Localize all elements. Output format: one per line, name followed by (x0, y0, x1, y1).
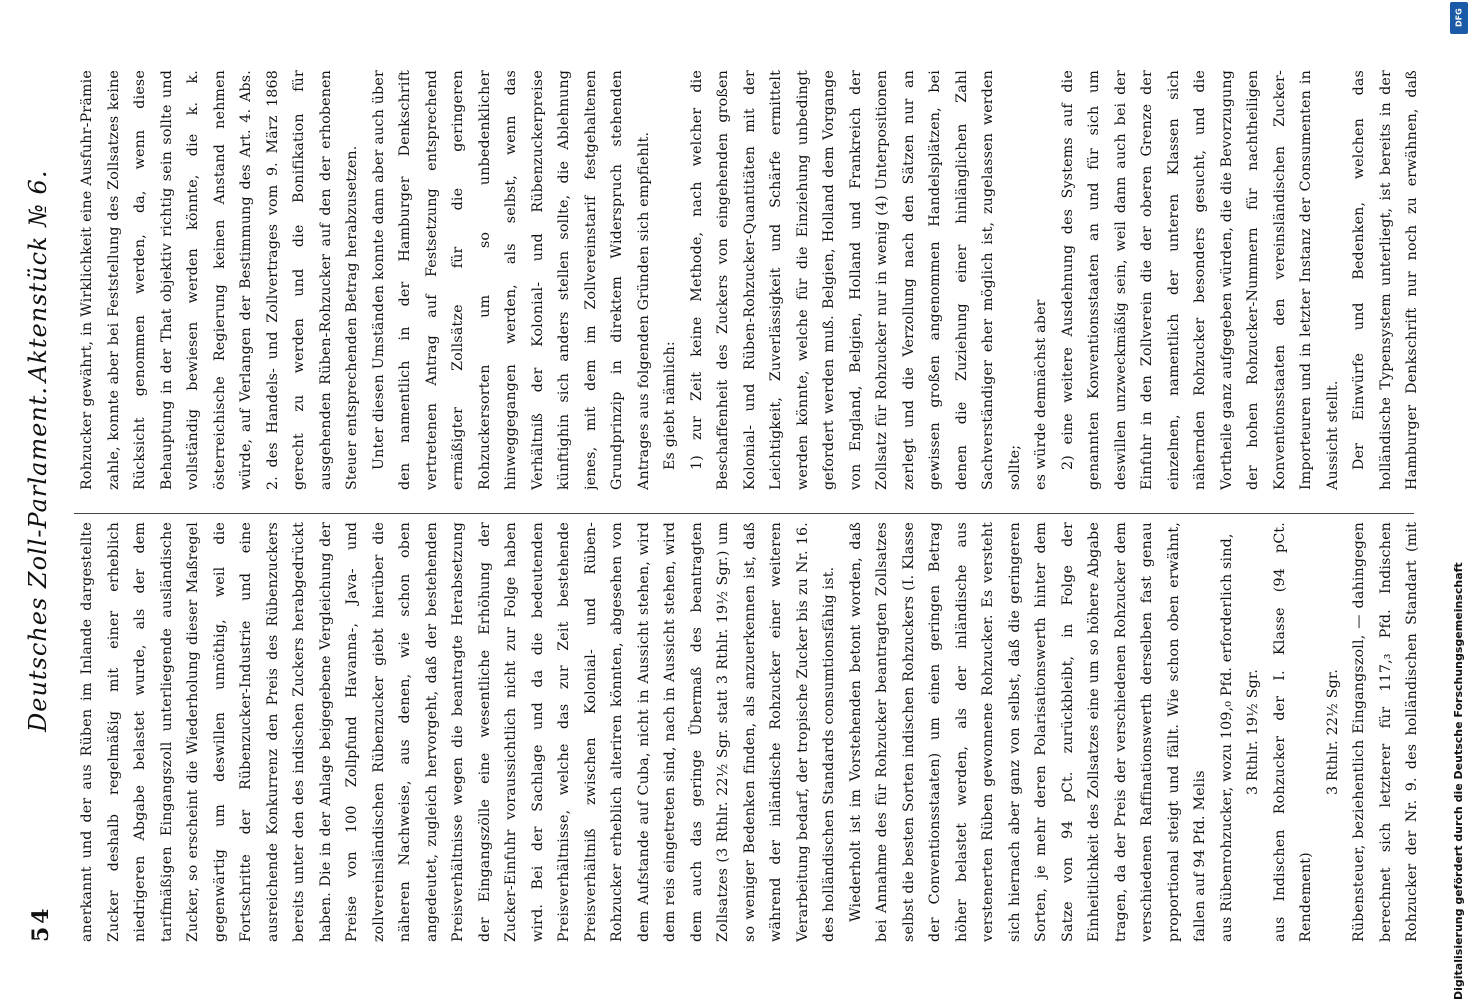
amount-line: 3 Rthlr. 19½ Sgr. (1245, 668, 1261, 796)
paragraph: Rübensteuer, beziehentlich Eingangszoll, — dahingegen berechnet sich letzterer für 117,₃ Pfd. Indischen Rohzucker der Nr. 9. des holländischen Standart (mit (1351, 522, 1420, 942)
paragraph: Wiederholt ist im Vorstehenden betont worden, daß bei Annahme des für Rohzucker beantragten Zollsatzes selbst die besten Sorten indischen Rohzuckers (I. Klasse der Conventionsstaaten) um einen geringen Betrag höher belastet werden, als der inländische aus verstenerten Rüben gewonnene Rohzucker. Es versteht sich hiernach aber ganz von selbst, daß die geringeren Sorten, je mehr deren Polarisationswerth hinter dem Satze von 94 pCt. zurückbleibt, in Folge der Einheitlichkeit des Zollsatzes eine um so höhere Abgabe tragen, da der Preis der verschiedenen Rohzucker dem verschiedenen Raffinationswerth derselben fast genau proportional steigt und fällt. Wie schon oben erwähnt, fallen auf 94 Pfd. Melis (847, 522, 1208, 942)
paragraph: aus Rübenrohzucker, wozu 109,₀ Pfd. erforderlich sind, (1218, 533, 1235, 942)
document-reference: Aktenstück № 6. (24, 169, 52, 382)
right-column (74, 70, 1424, 490)
running-title: Deutsches Zoll-Parlament. (24, 385, 52, 732)
paragraph: Unter diesen Umständen konnte dann aber auch über den namentlich in der Hamburger Denkschrift vertretenen Antrag auf Festsetzung entsprechend ermäßigter Zollsätze für die geringeren Rohzuckersorten um so unbedenklicher hinweggegangen werden, als selbst, wenn das Verhältniß der Kolonial- und Rübenzuckerpreise künftighin sich anders stellen sollte, die Ablehnung jenes, mit dem im Zollvereinstarif festgehaltenen Grundprinzip in direktem Widerspruch stehenden Antrages aus folgenden Gründen sich empfiehlt. (370, 70, 652, 490)
page-number: 54 (28, 905, 54, 942)
page-header (10, 42, 70, 942)
digitization-note: Digitalisierung gefördert durch die Deutsche Forschungsgemeinschaft (1452, 562, 1465, 1000)
left-column (74, 522, 1424, 942)
amount-line: 3 Rthlr. 22½ Sgr. (1324, 668, 1341, 796)
paragraph: Der Einwürfe und Bedenken, welchen das holländische Typensystem unterliegt, ist bereits in der Hamburger Denkschrift nur noch zu erwähnen, daß (1351, 70, 1420, 490)
list-item: 2) eine weitere Ausdehnung des Systems auf die genannten Konventionsstaaten an und für sich um deswillen unzweckmäßig sein, weil dann auch bei der Einfuhr in den Zollverein die der oberen Grenze der einzelnen, namentlich der unteren Klassen sich nähernden Rohzucker besonders gesucht, und die Vortheile ganz aufgegeben würden, die die Bevorzugung der hohen Rohzucker-Nummern für nachtheiligen Konventionsstaaten den vereinsländischen Zucker-Importeuren und in letzter Instanz der Consumenten in Aussicht stellt. (1059, 70, 1341, 490)
dfg-logo: DFG (1450, 2, 1468, 34)
paragraph: Rohzucker gewährt, in Wirklichkeit eine Ausfuhr-Prämie zahle, konnte aber bei Feststellung des Zollsatzes keine Rücksicht genommen werden, da, wenn diese Behauptung in der That objektiv richtig sein sollte und vollständig bewiesen werden könnte, die k. k. österreichische Regierung keinen Anstand nehmen würde, auf Verlangen der Bestimmung des Art. 4. Abs. 2. des Handels- und Zollvertrages vom 9. März 1868 gerecht zu werden und die Bonifikation für ausgehenden Rüben-Rohzucker auf den der erhobenen Steuer entsprechenden Betrag herabzusetzen. (79, 70, 360, 490)
scanned-page (0, 20, 1440, 980)
digitization-strip (1448, 0, 1472, 1000)
column-divider (74, 513, 1414, 514)
list-item: 1) zur Zeit keine Methode, nach welcher die Beschaffenheit des Zuckers von eingehenden großen Kolonial- und Rüben-Rohzucker-Quantitäten mit der Leichtigkeit, Zuverlässigkeit und Schärfe ermittelt werden könnte, welche für die Einziehung unbedingt gefordert werden muß. Belgien, Holland dem Vorgange von England, Belgien, Holland und Frankreich der Zollsatz für Rohzucker nur in wenig (4) Unterpositionen zerlegt und die Verzollung nach den Sätzen nur an gewissen großen angenommen Handelsplätzen, bei denen die Zuziehung einer hinlänglichen Zahl Sachverständiger eher möglich ist, zugelassen werden sollte; (688, 70, 1023, 490)
paragraph: anerkannt und der aus Rüben im Inlande dargestellte Zucker deshalb regelmäßig mit einer erheblich niedrigeren Abgabe belastet wurde, als der dem tarifmäßigen Eingangszoll unterliegende ausländische Zucker, so erscheint die Wiederholung dieser Maßregel gegenwärtig um deswillen unnöthig, weil die Fortschritte der Rübenzucker-Industrie und eine ausreichende Konkurrenz den Preis des Rübenzuckers bereits unter den des indischen Zuckers herabgedrückt haben. Die in der Anlage beigegebene Vergleichung der Preise von 100 Zollpfund Havanna-, Java- und zollvereinsländischen Rübenzucker giebt hierüber die näheren Nachweise, aus denen, wie schon oben angedeutet, zugleich hervorgeht, daß der bestehenden Preisverhältnisse wegen die beantragte Herabsetzung der Eingangszölle eine wesentliche Erhöhung der Zucker-Einfuhr voraussichtlich nicht zur Folge haben wird. Bei der Sachlage und da die bedeutenden Preisverhältnisse, welche das zur Zeit bestehende Preisverhältniß zwischen Kolonial- und Rüben-Rohzucker erheblich alteriren könnten, abgesehen von dem Aufstande auf Cuba, nicht in Aussicht stehen, wird dem reis eingetreten sind, nach in Aussicht stehen, wird dem auch das geringe Übermaß des beantragten Zollsatzes (3 Rthlr. 22½ Sgr. statt 3 Rthlr. 19½ Sgr.) um so weniger Bedenken finden, als anzuerkennen ist, daß während der inländische Rohzucker einer weiteren Verarbeitung bedarf, der tropische Zucker bis zu Nr. 16. des holländischen Standards consumtionsfähig ist. (79, 522, 837, 942)
paragraph: Es giebt nämlich: (662, 341, 678, 470)
paragraph: es würde demnächst aber (1033, 299, 1049, 490)
paragraph: aus Indischen Rohzucker der I. Klasse (94 pCt. Rendement) (1271, 522, 1314, 942)
